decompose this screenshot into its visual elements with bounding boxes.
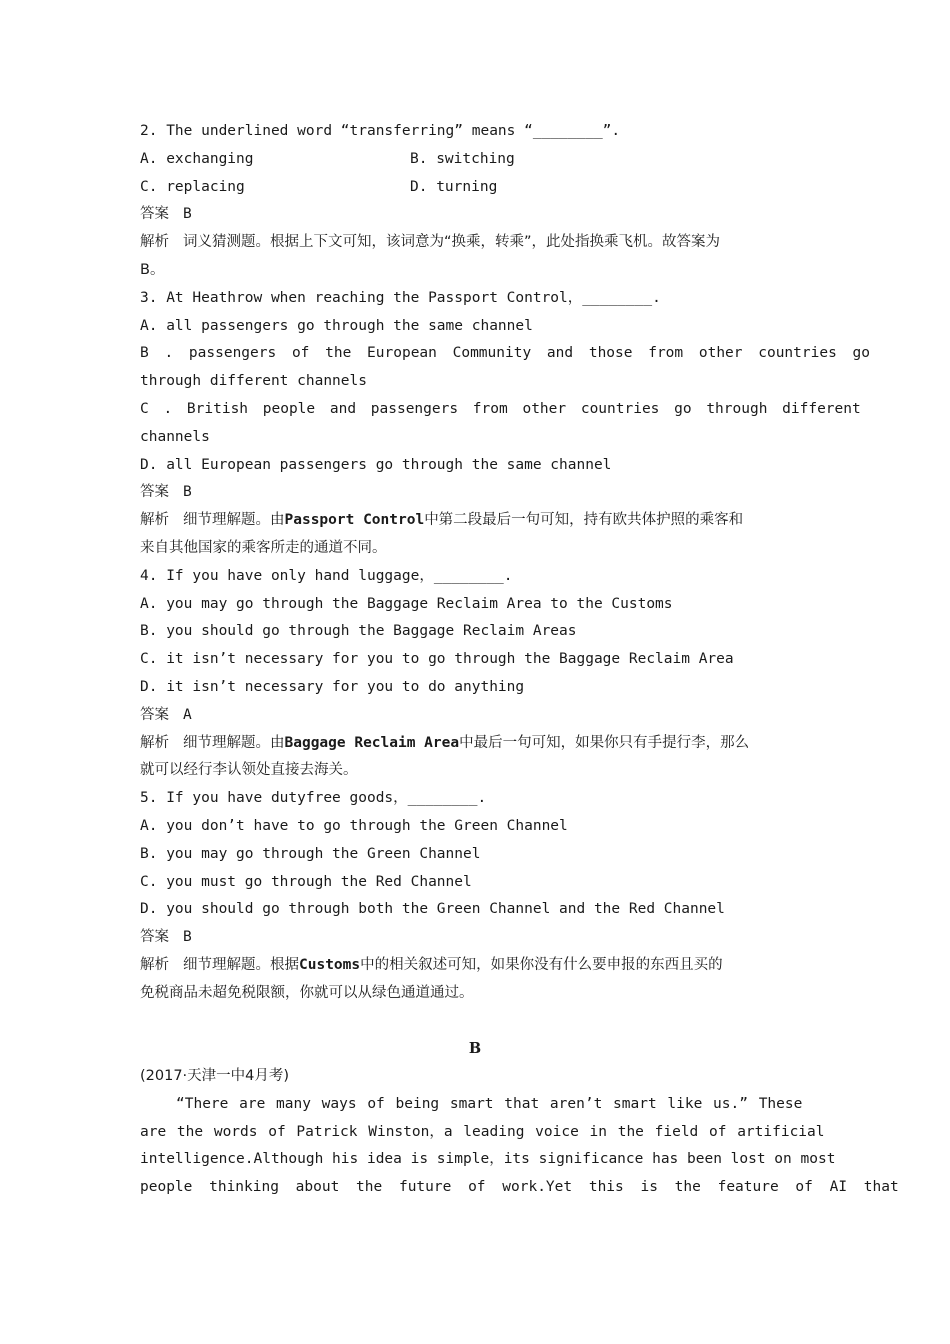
document-page bbox=[140, 118, 899, 1202]
passage-line-3: intelligence.Although his idea is simple，its significance has been lost on most bbox=[140, 1151, 836, 1168]
question-2-option-c: C. replacing bbox=[140, 178, 245, 195]
question-4-stem: 4. If you have only hand luggage，________. bbox=[140, 567, 513, 584]
explanation-text-post: 中的相关叙述可知，如果你没有什么要申报的东西且买的 bbox=[360, 956, 723, 973]
passage-line-2: are the words of Patrick Winston，a leading voice in the field of artificial bbox=[140, 1123, 825, 1140]
question-2-answer bbox=[140, 201, 810, 229]
section-heading: B bbox=[468, 1040, 482, 1058]
explanation-label: 解析 bbox=[140, 234, 169, 251]
question-5-explanation bbox=[140, 952, 810, 980]
explanation-label: 解析 bbox=[140, 734, 169, 751]
answer-label: 答案 bbox=[140, 206, 169, 223]
question-4-option-b: B. you should go through the Baggage Reclaim Areas bbox=[140, 623, 577, 640]
question-4-answer bbox=[140, 702, 810, 730]
answer-value: B bbox=[183, 206, 192, 223]
answer-value: B bbox=[183, 484, 192, 501]
question-3-option-a: A. all passengers go through the same channel bbox=[140, 317, 533, 334]
question-4-option-d: D. it isn’t necessary for you to do anything bbox=[140, 678, 525, 695]
explanation-text: 词义猜测题。根据上下文可知，该词意为“换乘，转乘”，此处指换乘飞机。故答案为 bbox=[183, 234, 721, 251]
question-2-options-row-1 bbox=[140, 146, 810, 174]
question-2-stem: 2. The underlined word “transferring” means “________”. bbox=[140, 123, 621, 139]
question-5-option-b: B. you may go through the Green Channel bbox=[140, 845, 481, 862]
explanation-label: 解析 bbox=[140, 512, 169, 529]
question-5-stem: 5. If you have dutyfree goods，________. bbox=[140, 790, 487, 807]
answer-label: 答案 bbox=[140, 706, 169, 723]
question-3-explanation-cont: 来自其他国家的乘客所走的通道不同。 bbox=[140, 539, 387, 556]
question-3-option-c-cont: channels bbox=[140, 428, 210, 445]
question-3-stem: 3. At Heathrow when reaching the Passport Control，________. bbox=[140, 289, 661, 306]
explanation-text-post: 中最后一句可知，如果你只有手提行李，那么 bbox=[459, 734, 750, 751]
explanation-keyword: Customs bbox=[299, 956, 361, 973]
question-3-option-b-cont: through different channels bbox=[140, 373, 367, 390]
passage-source: (2017·天津一中4月考) bbox=[140, 1068, 290, 1085]
explanation-text: 细节理解题。根据 bbox=[183, 956, 299, 973]
question-4-option-c: C. it isn’t necessary for you to go through the Baggage Reclaim Area bbox=[140, 651, 734, 668]
question-3-answer bbox=[140, 479, 810, 507]
question-3-option-b: B . passengers of the European Community and those from other countries go bbox=[140, 345, 871, 362]
question-2-option-a: A. exchanging bbox=[140, 150, 254, 167]
explanation-label: 解析 bbox=[140, 956, 169, 973]
question-2-explanation-cont: B。 bbox=[140, 261, 165, 278]
question-4-option-a: A. you may go through the Baggage Reclaim Area to the Customs bbox=[140, 595, 673, 612]
question-3-option-c: C . British people and passengers from other countries go through different bbox=[140, 400, 861, 417]
passage-line-4: people thinking about the future of work.Yet this is the feature of AI that bbox=[140, 1179, 899, 1196]
explanation-keyword: Baggage Reclaim Area bbox=[284, 734, 460, 751]
question-2-explanation bbox=[140, 229, 810, 257]
question-5-option-d: D. you should go through both the Green Channel and the Red Channel bbox=[140, 901, 725, 918]
question-2-options-row-2 bbox=[140, 174, 810, 202]
explanation-text: 细节理解题。由 bbox=[183, 512, 285, 529]
explanation-text-post: 中第二段最后一句可知，持有欧共体护照的乘客和 bbox=[424, 512, 744, 529]
question-5-option-c: C. you must go through the Red Channel bbox=[140, 873, 472, 890]
question-5-option-a: A. you don’t have to go through the Green Channel bbox=[140, 817, 568, 834]
question-4-explanation-cont: 就可以经行李认领处直接去海关。 bbox=[140, 762, 358, 779]
answer-value: B bbox=[183, 929, 192, 946]
explanation-keyword: Passport Control bbox=[284, 512, 425, 529]
explanation-text: 细节理解题。由 bbox=[183, 734, 285, 751]
question-2-option-d: D. turning bbox=[410, 178, 498, 195]
question-3-explanation bbox=[140, 507, 810, 535]
answer-label: 答案 bbox=[140, 484, 169, 501]
passage-line-1: “There are many ways of being smart that aren’t smart like us.” These bbox=[176, 1095, 803, 1112]
answer-value: A bbox=[183, 706, 192, 723]
question-2-option-b: B. switching bbox=[410, 150, 515, 167]
question-4-explanation bbox=[140, 730, 810, 758]
question-5-answer bbox=[140, 924, 810, 952]
answer-label: 答案 bbox=[140, 929, 169, 946]
question-5-explanation-cont: 免税商品未超免税限额，你就可以从绿色通道通过。 bbox=[140, 984, 474, 1001]
question-3-option-d: D. all European passengers go through the same channel bbox=[140, 456, 612, 473]
